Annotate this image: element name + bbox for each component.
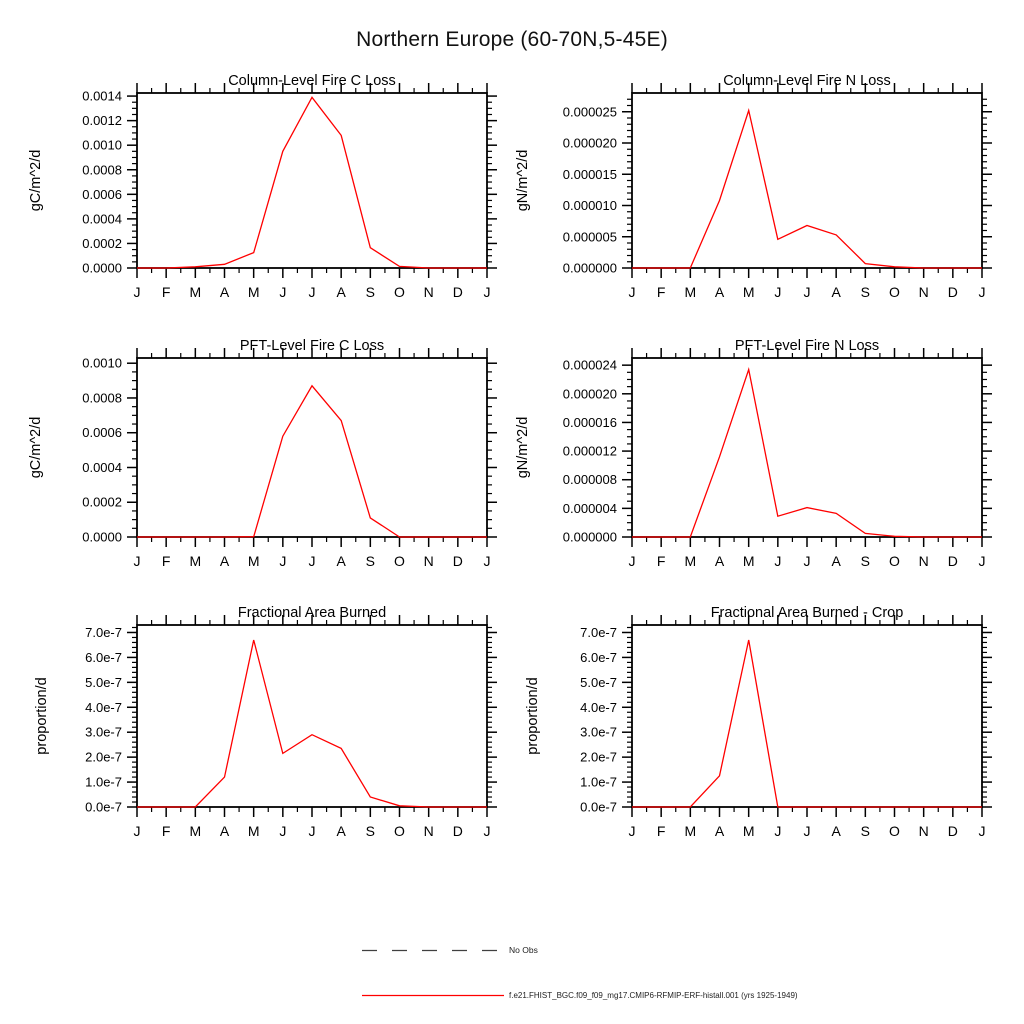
x-tick-label: N — [423, 823, 434, 839]
y-tick-label: 0.000004 — [562, 500, 617, 516]
y-tick-label: 1.0e-7 — [580, 774, 617, 790]
y-tick-label: 0.0008 — [82, 162, 122, 178]
x-tick-label: J — [133, 553, 141, 569]
x-tick-label: F — [161, 823, 171, 839]
x-tick-label: J — [774, 284, 782, 300]
x-tick-label: J — [308, 823, 316, 839]
legend-item-model-run — [362, 991, 798, 1000]
subplot-title: Fractional Area Burned - Crop — [710, 605, 904, 621]
subplot-title: Column-Level Fire N Loss — [723, 73, 891, 89]
y-tick-label: 0.0004 — [82, 211, 122, 227]
y-tick-label: 0.0010 — [82, 355, 122, 371]
x-tick-label: J — [978, 553, 986, 569]
y-tick-label: 0.0004 — [82, 459, 122, 475]
y-tick-label: 0.000024 — [562, 357, 617, 373]
y-tick-label: 2.0e-7 — [580, 749, 617, 765]
y-axis-label: gN/m^2/d — [515, 149, 531, 212]
y-tick-label: 0.000016 — [562, 414, 617, 430]
y-tick-label: 0.000000 — [562, 529, 617, 545]
y-tick-label: 0.0008 — [82, 390, 122, 406]
x-tick-label: J — [279, 553, 287, 569]
plot-frame — [632, 625, 982, 807]
y-tick-label: 3.0e-7 — [580, 724, 617, 740]
x-tick-label: A — [714, 823, 725, 839]
x-tick-label: S — [860, 553, 871, 569]
x-tick-label: J — [483, 823, 491, 839]
x-tick-label: N — [423, 553, 434, 569]
x-tick-label: D — [947, 553, 958, 569]
series-line — [137, 640, 487, 807]
legend-item-no-obs — [362, 945, 538, 955]
x-tick-label: J — [628, 553, 636, 569]
y-tick-label: 0.0002 — [82, 235, 122, 251]
y-tick-label: 2.0e-7 — [85, 749, 122, 765]
x-tick-label: N — [918, 553, 929, 569]
x-tick-label: D — [452, 823, 463, 839]
subplot-column-level-fire-n-loss — [515, 73, 992, 300]
plot-frame — [632, 358, 982, 537]
x-tick-label: M — [189, 823, 202, 839]
x-tick-label: F — [656, 284, 666, 300]
x-tick-label: J — [133, 284, 141, 300]
x-tick-label: J — [803, 823, 811, 839]
x-tick-label: M — [684, 823, 697, 839]
subplot-pft-level-fire-n-loss — [515, 338, 992, 569]
x-tick-label: D — [452, 553, 463, 569]
x-tick-label: J — [628, 284, 636, 300]
x-tick-label: D — [452, 284, 463, 300]
x-tick-label: J — [774, 553, 782, 569]
subplot-pft-level-fire-c-loss — [28, 338, 497, 569]
x-tick-label: N — [918, 823, 929, 839]
x-tick-label: J — [978, 284, 986, 300]
legend-label-model-run: f.e21.FHIST_BGC.f09_f09_mg17.CMIP6-RFMIP-ERF-histall.001 (yrs 1925-1949) — [509, 991, 798, 1000]
y-tick-label: 0.000005 — [562, 229, 617, 245]
y-tick-label: 0.0006 — [82, 186, 122, 202]
y-tick-label: 0.0014 — [82, 88, 122, 104]
x-tick-label: J — [628, 823, 636, 839]
x-tick-label: J — [308, 284, 316, 300]
x-tick-label: J — [803, 553, 811, 569]
x-tick-label: M — [742, 284, 755, 300]
y-tick-label: 6.0e-7 — [580, 649, 617, 665]
legend-label-no-obs: No Obs — [509, 945, 538, 955]
x-tick-label: A — [714, 284, 725, 300]
x-tick-label: A — [336, 553, 346, 569]
x-tick-label: D — [947, 823, 958, 839]
y-tick-label: 4.0e-7 — [85, 699, 122, 715]
y-tick-label: 0.000010 — [562, 198, 617, 213]
y-axis-label: gC/m^2/d — [28, 149, 44, 212]
y-axis-label: gN/m^2/d — [515, 416, 531, 479]
x-tick-label: O — [889, 553, 900, 569]
x-tick-label: J — [978, 823, 986, 839]
y-tick-label: 1.0e-7 — [85, 774, 122, 790]
model-solid-line — [362, 991, 504, 1000]
no-obs-dashed-line — [362, 946, 498, 955]
x-tick-label: J — [483, 284, 491, 300]
x-tick-label: J — [279, 284, 287, 300]
y-axis-label: proportion/d — [34, 677, 50, 755]
y-tick-label: 0.0012 — [82, 113, 122, 129]
x-tick-label: A — [219, 553, 230, 569]
y-tick-label: 6.0e-7 — [85, 649, 122, 665]
x-tick-label: M — [684, 553, 697, 569]
y-axis-label: proportion/d — [525, 677, 541, 755]
y-tick-label: 3.0e-7 — [85, 724, 122, 740]
x-tick-label: A — [336, 284, 346, 300]
x-tick-label: O — [394, 284, 405, 300]
subplot-column-level-fire-c-loss — [28, 73, 497, 300]
x-tick-label: O — [394, 823, 405, 839]
x-tick-label: J — [308, 553, 316, 569]
y-tick-label: 0.0000 — [82, 260, 122, 276]
x-tick-label: M — [189, 553, 202, 569]
subplot-title: PFT-Level Fire C Loss — [239, 338, 385, 354]
x-tick-label: J — [483, 553, 491, 569]
x-tick-label: J — [279, 823, 287, 839]
subplot-fractional-area-burned-crop — [525, 605, 992, 839]
x-tick-label: F — [656, 553, 666, 569]
x-tick-label: F — [161, 553, 171, 569]
y-tick-label: 0.000008 — [562, 472, 617, 488]
subplot-title: Fractional Area Burned — [237, 605, 387, 621]
x-tick-label: D — [947, 284, 958, 300]
x-tick-label: N — [423, 284, 434, 300]
subplot-title: Column-Level Fire C Loss — [228, 73, 396, 89]
y-tick-label: 0.0000 — [82, 529, 122, 545]
y-tick-label: 0.0e-7 — [580, 799, 617, 815]
x-tick-label: S — [860, 823, 871, 839]
y-tick-label: 0.000020 — [562, 386, 617, 402]
plot-frame — [632, 93, 982, 268]
x-tick-label: J — [774, 823, 782, 839]
x-tick-label: S — [860, 284, 871, 300]
x-tick-label: F — [161, 284, 171, 300]
y-tick-label: 5.0e-7 — [85, 674, 122, 690]
y-tick-label: 0.000020 — [562, 135, 617, 151]
series-line — [632, 370, 982, 538]
x-tick-label: A — [219, 284, 230, 300]
x-tick-label: A — [714, 553, 725, 569]
plot-frame — [137, 93, 487, 268]
series-line — [137, 386, 487, 537]
x-tick-label: S — [365, 553, 376, 569]
y-axis-label: gC/m^2/d — [28, 416, 44, 479]
x-tick-label: A — [336, 823, 346, 839]
y-tick-label: 0.0010 — [82, 137, 122, 153]
y-tick-label: 0.0002 — [82, 494, 122, 510]
y-tick-label: 7.0e-7 — [580, 624, 617, 640]
x-tick-label: M — [742, 823, 755, 839]
subplot-title: PFT-Level Fire N Loss — [734, 338, 880, 354]
x-tick-label: M — [247, 553, 260, 569]
x-tick-label: F — [656, 823, 666, 839]
x-tick-label: S — [365, 284, 376, 300]
y-tick-label: 0.000000 — [562, 260, 617, 276]
x-tick-label: O — [394, 553, 405, 569]
x-tick-label: A — [831, 823, 841, 839]
x-tick-label: M — [684, 284, 697, 300]
subplot-fractional-area-burned — [34, 605, 497, 839]
y-tick-label: 0.000012 — [562, 443, 617, 459]
x-tick-label: S — [365, 823, 376, 839]
x-tick-label: A — [831, 284, 841, 300]
y-tick-label: 0.0006 — [82, 425, 122, 441]
x-tick-label: M — [247, 284, 260, 300]
x-tick-label: O — [889, 284, 900, 300]
series-line — [632, 640, 982, 807]
figure-title: Northern Europe (60-70N,5-45E) — [356, 28, 668, 51]
x-tick-label: A — [831, 553, 841, 569]
x-tick-label: J — [133, 823, 141, 839]
plot-frame — [137, 625, 487, 807]
x-tick-label: M — [189, 284, 202, 300]
x-tick-label: O — [889, 823, 900, 839]
x-tick-label: N — [918, 284, 929, 300]
y-tick-label: 0.000015 — [562, 166, 617, 182]
y-tick-label: 5.0e-7 — [580, 674, 617, 690]
x-tick-label: J — [803, 284, 811, 300]
x-tick-label: M — [742, 553, 755, 569]
y-tick-label: 7.0e-7 — [85, 624, 122, 640]
y-tick-label: 0.000025 — [562, 104, 617, 120]
y-tick-label: 0.0e-7 — [85, 799, 122, 815]
y-tick-label: 4.0e-7 — [580, 699, 617, 715]
series-line — [137, 97, 487, 268]
x-tick-label: M — [247, 823, 260, 839]
series-line — [632, 111, 982, 269]
x-tick-label: A — [219, 823, 230, 839]
